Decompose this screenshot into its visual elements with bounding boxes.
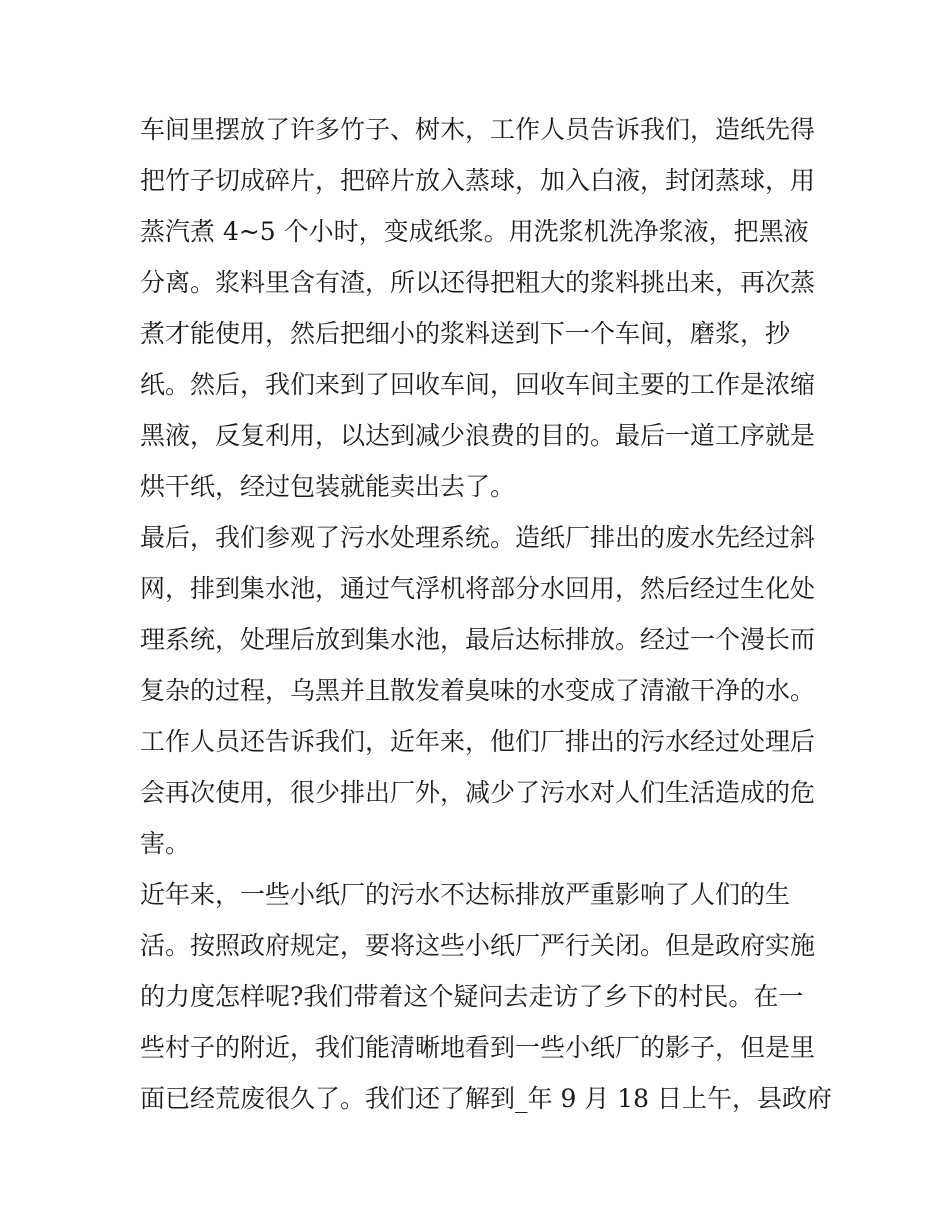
text-line-4: 分离。浆料里含有渣，所以还得把粗大的浆料挑出来，再次蒸	[140, 268, 816, 297]
text-line-16: 近年来，一些小纸厂的污水不达标排放严重影响了人们的生	[140, 880, 791, 909]
text-line-9: 最后，我们参观了污水处理系统。造纸厂排出的废水先经过斜	[140, 523, 816, 552]
text-line-6: 纸。然后，我们来到了回收车间，回收车间主要的工作是浓缩	[140, 370, 816, 399]
text-line-20: 面已经荒废很久了。我们还了解到_年 9 月 18 日上午，县政府	[140, 1084, 833, 1113]
text-line-18: 的力度怎样呢?我们带着这个疑问去走访了乡下的村民。在一	[140, 982, 804, 1011]
text-line-2: 把竹子切成碎片，把碎片放入蒸球，加入白液，封闭蒸球，用	[140, 166, 816, 195]
text-line-8: 烘干纸，经过包装就能卖出去了。	[140, 472, 516, 501]
text-line-5: 煮才能使用，然后把细小的浆料送到下一个车间，磨浆，抄	[140, 319, 791, 348]
text-line-15: 害。	[140, 829, 191, 858]
text-line-7: 黑液，反复利用，以达到减少浪费的目的。最后一道工序就是	[140, 421, 816, 450]
text-line-14: 会再次使用，很少排出厂外，减少了污水对人们生活造成的危	[140, 778, 816, 807]
text-line-17: 活。按照政府规定，要将这些小纸厂严行关闭。但是政府实施	[140, 931, 816, 960]
text-line-13: 工作人员还告诉我们，近年来，他们厂排出的污水经过处理后	[140, 727, 816, 756]
text-line-1: 车间里摆放了许多竹子、树木，工作人员告诉我们，造纸先得	[140, 115, 816, 144]
text-line-11: 理系统，处理后放到集水池，最后达标排放。经过一个漫长而	[140, 625, 816, 654]
text-line-12: 复杂的过程，乌黑并且散发着臭味的水变成了清澈干净的水。	[140, 676, 816, 705]
body-text	[140, 104, 833, 1124]
text-line-19: 些村子的附近，我们能清晰地看到一些小纸厂的影子，但是里	[140, 1033, 816, 1062]
text-line-10: 网，排到集水池，通过气浮机将部分水回用，然后经过生化处	[140, 574, 816, 603]
text-line-3: 蒸汽煮 4~5 个小时，变成纸浆。用洗浆机洗净浆液，把黑液	[140, 217, 809, 246]
